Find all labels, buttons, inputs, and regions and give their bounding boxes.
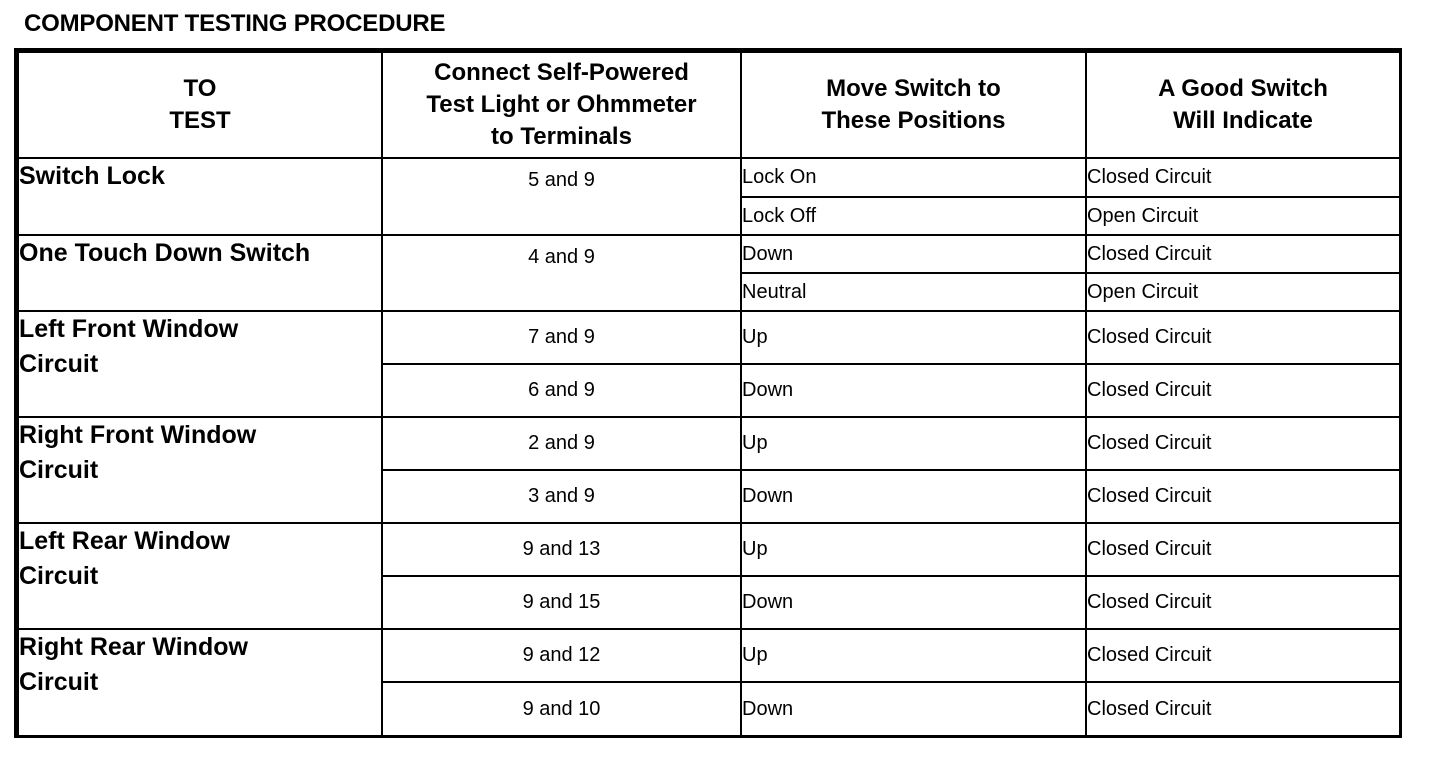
result-cell: Closed Circuit (1086, 158, 1400, 197)
table-row (18, 235, 1400, 273)
test-name-line1: Left Front Window (19, 315, 239, 343)
header-terminals (382, 52, 741, 158)
component-testing-table (17, 51, 1401, 737)
position-cell: Up (741, 311, 1086, 364)
header-result-line1: A Good Switch (1158, 75, 1328, 102)
position-cell: Up (741, 417, 1086, 470)
header-to-test (18, 52, 382, 158)
terminals-cell: 9 and 15 (382, 576, 741, 629)
terminals-cell: 2 and 9 (382, 417, 741, 470)
terminals-cell: 9 and 12 (382, 629, 741, 682)
position-cell: Up (741, 629, 1086, 682)
result-cell: Closed Circuit (1086, 523, 1400, 576)
position-cell: Down (741, 235, 1086, 273)
result-cell: Closed Circuit (1086, 311, 1400, 364)
test-name-line2: Circuit (19, 456, 99, 484)
position-cell: Down (741, 470, 1086, 523)
result-cell: Closed Circuit (1086, 576, 1400, 629)
result-cell: Closed Circuit (1086, 682, 1400, 736)
header-result-line2: Will Indicate (1173, 107, 1313, 134)
table-row (18, 417, 1400, 470)
position-cell: Up (741, 523, 1086, 576)
test-name-line1: Right Rear Window (19, 633, 248, 661)
header-row (18, 52, 1400, 158)
table-row (18, 629, 1400, 682)
terminals-cell: 6 and 9 (382, 364, 741, 417)
terminals-cell: 7 and 9 (382, 311, 741, 364)
table-row (18, 158, 1400, 197)
position-cell: Down (741, 364, 1086, 417)
test-name-right-front-window (18, 417, 382, 523)
terminals-cell: 3 and 9 (382, 470, 741, 523)
table-row (18, 523, 1400, 576)
header-positions-line1: Move Switch to (826, 75, 1001, 102)
header-to-test-line1: TO (183, 75, 217, 102)
test-name-left-front-window (18, 311, 382, 417)
test-name-right-rear-window (18, 629, 382, 736)
test-name-line1: Left Rear Window (19, 527, 230, 555)
terminals-cell: 9 and 13 (382, 523, 741, 576)
header-result (1086, 52, 1400, 158)
test-name-one-touch-down-switch: One Touch Down Switch (18, 235, 382, 311)
test-name-switch-lock: Switch Lock (18, 158, 382, 235)
test-name-line1: Right Front Window (19, 421, 257, 449)
header-positions (741, 52, 1086, 158)
test-name-line2: Circuit (19, 562, 99, 590)
header-positions-line2: These Positions (821, 107, 1006, 134)
test-name-line2: Circuit (19, 350, 99, 378)
position-cell: Down (741, 576, 1086, 629)
result-cell: Closed Circuit (1086, 629, 1400, 682)
test-name-line2: Circuit (19, 668, 99, 696)
result-cell: Closed Circuit (1086, 470, 1400, 523)
header-terminals-line3: to Terminals (491, 123, 632, 150)
result-cell: Closed Circuit (1086, 417, 1400, 470)
position-cell: Down (741, 682, 1086, 736)
header-terminals-line1: Connect Self-Powered (434, 59, 689, 86)
result-cell: Open Circuit (1086, 273, 1400, 311)
terminals-cell: 9 and 10 (382, 682, 741, 736)
page-title: COMPONENT TESTING PROCEDURE (24, 10, 446, 37)
result-cell: Open Circuit (1086, 197, 1400, 235)
terminals-cell: 5 and 9 (382, 158, 741, 235)
terminals-cell: 4 and 9 (382, 235, 741, 311)
position-cell: Lock Off (741, 197, 1086, 235)
header-terminals-line2: Test Light or Ohmmeter (426, 91, 697, 118)
position-cell: Lock On (741, 158, 1086, 197)
test-name-left-rear-window (18, 523, 382, 629)
position-cell: Neutral (741, 273, 1086, 311)
header-to-test-line2: TEST (169, 107, 231, 134)
result-cell: Closed Circuit (1086, 364, 1400, 417)
table-row (18, 311, 1400, 364)
result-cell: Closed Circuit (1086, 235, 1400, 273)
